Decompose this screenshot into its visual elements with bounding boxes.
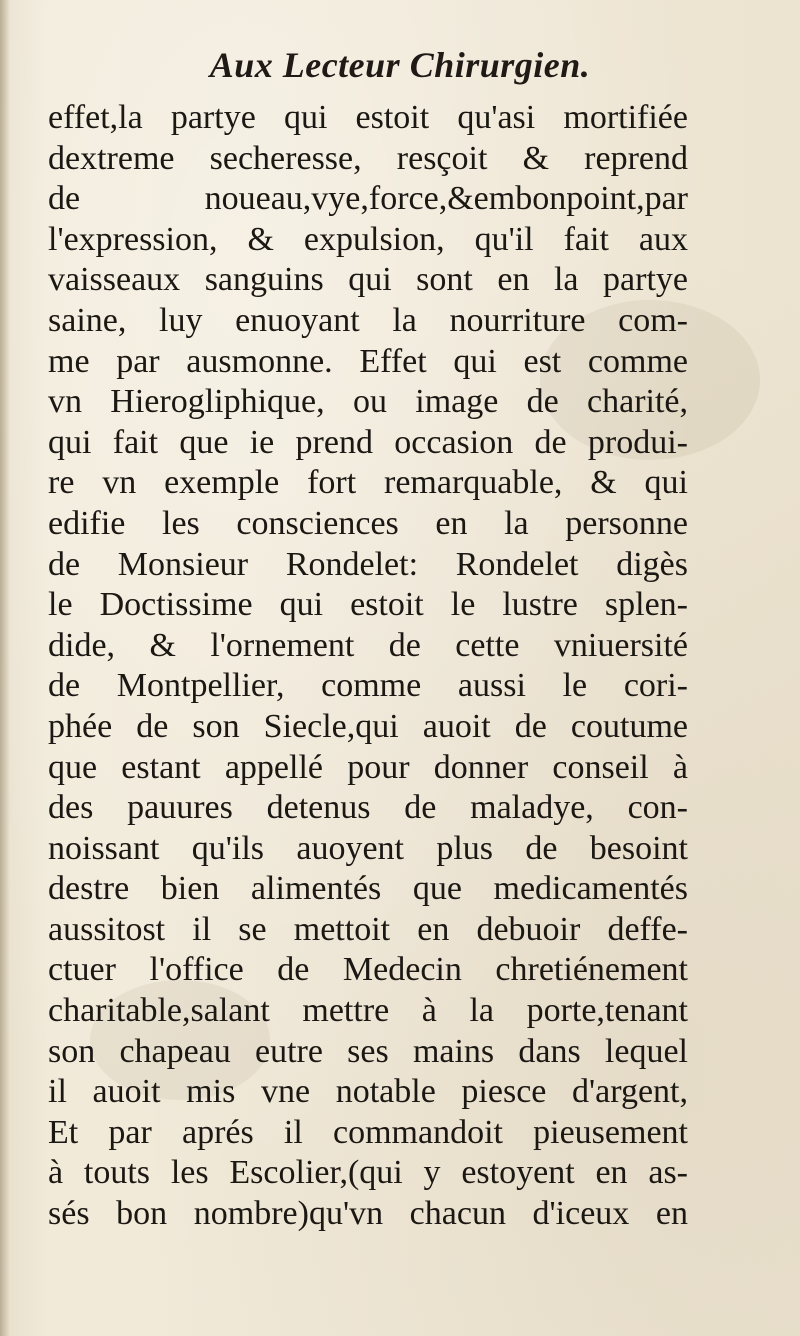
text-line: phée de son Siecle,qui auoit de coutume bbox=[48, 707, 688, 745]
text-line: aussitost il se mettoit en debuoir deffe- bbox=[48, 910, 688, 948]
text-line: Et par aprés il commandoit pieusement bbox=[48, 1113, 688, 1151]
text-line: ctuer l'office de Medecin chretiénement bbox=[48, 951, 688, 989]
text-line: de noueau,vye,force,&embonpoint,par bbox=[48, 180, 688, 218]
text-line: effet,la partye qui estoit qu'asi mortifiée bbox=[48, 99, 688, 136]
text-line: des pauures detenus de maladye, con- bbox=[48, 789, 688, 827]
text-line: vaisseaux sanguins qui sont en la partye bbox=[48, 261, 688, 299]
text-line: dide, & l'ornement de cette vniuersité bbox=[48, 626, 688, 664]
text-line: de Montpellier, comme aussi le cori- bbox=[48, 667, 688, 705]
text-line: à touts les Escolier,(qui y estoyent en as- bbox=[48, 1154, 688, 1192]
text-line: noissant qu'ils auoyent plus de besoint bbox=[48, 829, 688, 867]
body-text bbox=[48, 98, 688, 1235]
text-line: l'expression, & expulsion, qu'il fait aux bbox=[48, 220, 688, 258]
text-line: dextreme secheresse, resçoit & reprend bbox=[48, 139, 688, 177]
text-line: le Doctissime qui estoit le lustre splen- bbox=[48, 586, 688, 624]
text-line: il auoit mis vne notable piesce d'argent, bbox=[48, 1073, 688, 1111]
running-head: Aux Lecteur Chirurgien. bbox=[209, 45, 591, 85]
text-line: saine, luy enuoyant la nourriture com- bbox=[48, 301, 688, 339]
text-line: destre bien alimentés que medicamentés bbox=[48, 870, 688, 908]
text-line: me par ausmonne. Effet qui est comme bbox=[48, 342, 688, 380]
text-line: de Monsieur Rondelet: Rondelet digès bbox=[48, 545, 688, 583]
text-line: charitable,salant mettre à la porte,tenant bbox=[48, 992, 688, 1030]
text-line: sés bon nombre)qu'vn chacun d'iceux en bbox=[48, 1195, 688, 1233]
text-line: que estant appellé pour donner conseil à bbox=[48, 748, 688, 786]
text-line: son chapeau eutre ses mains dans lequel bbox=[48, 1032, 688, 1070]
text-line: vn Hierogliphique, ou image de charité, bbox=[48, 383, 688, 421]
page-gutter-edge bbox=[0, 0, 10, 1336]
text-line: edifie les consciences en la personne bbox=[48, 504, 688, 542]
text-line: re vn exemple fort remarquable, & qui bbox=[48, 464, 688, 502]
text-line: qui fait que ie prend occasion de produi- bbox=[48, 423, 688, 461]
